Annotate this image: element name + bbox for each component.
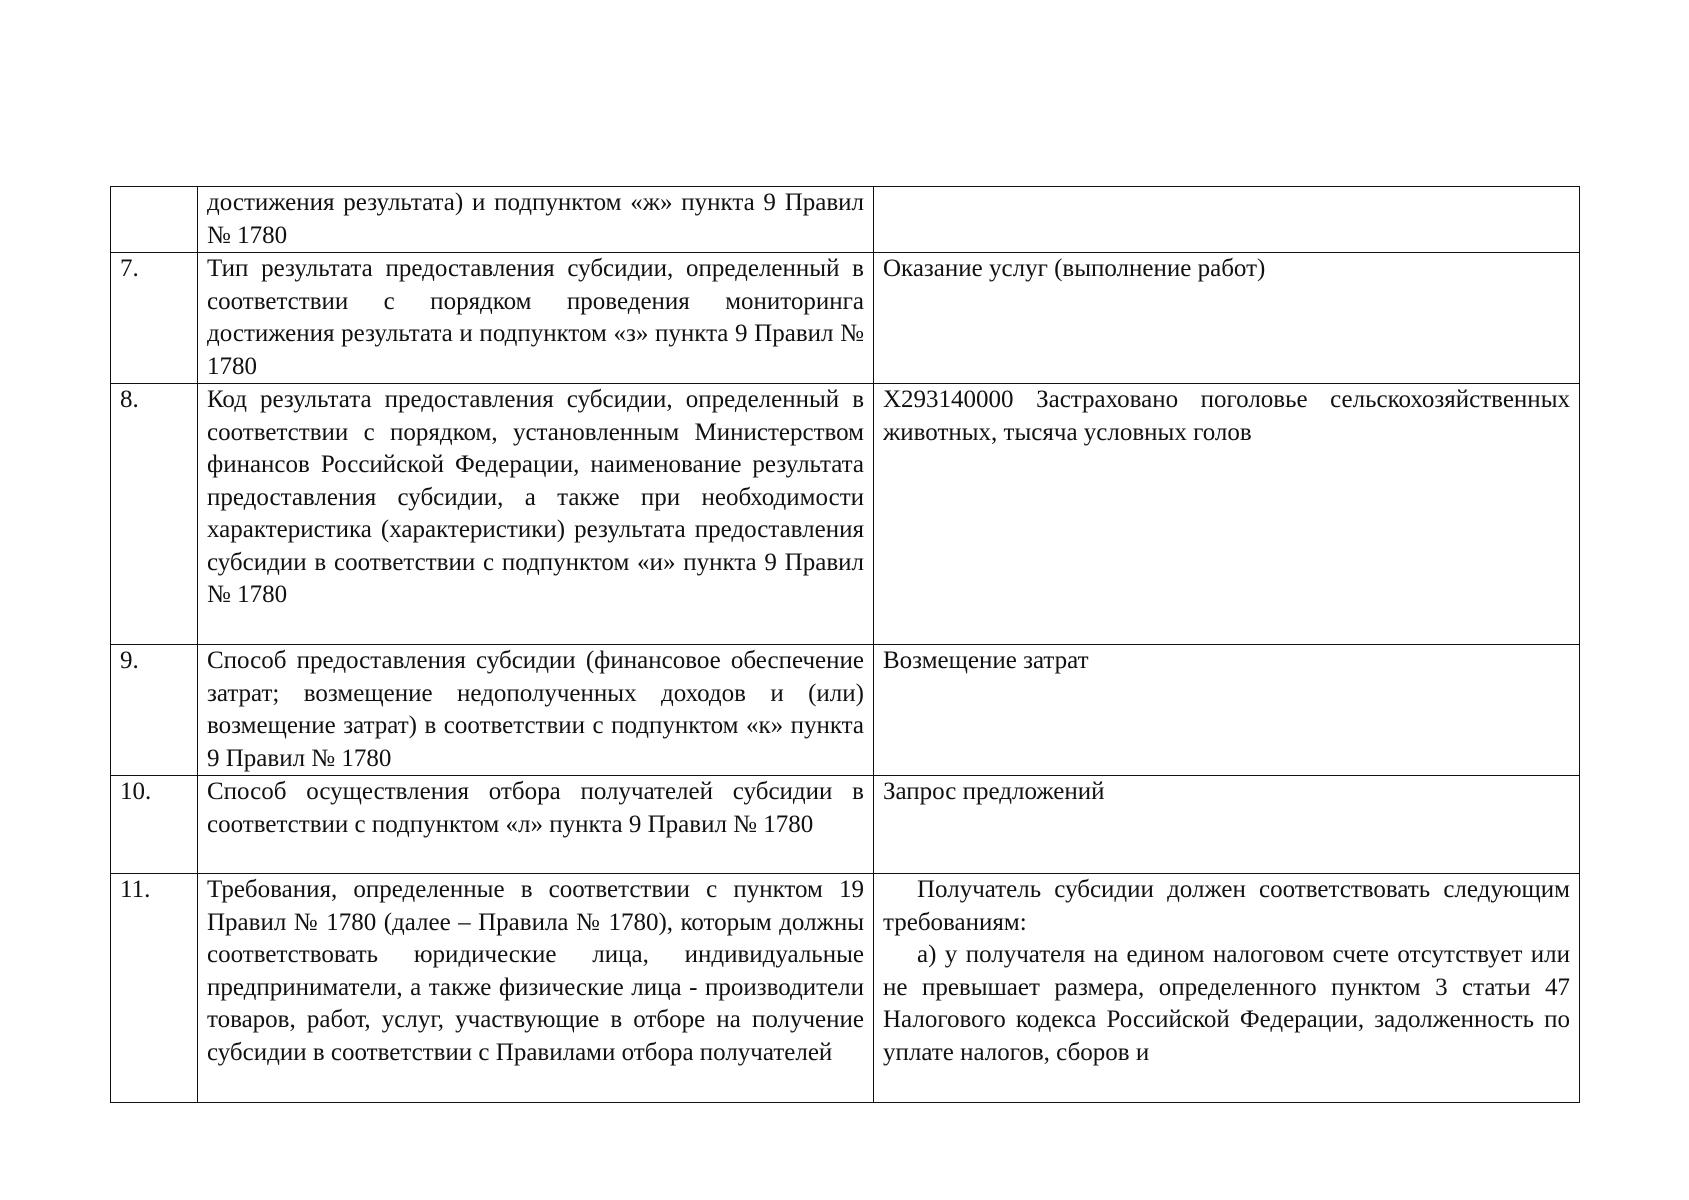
row-number: 11. — [111, 874, 198, 1103]
value-paragraph: Получатель субсидии должен соответствовать следующим требованиям: — [883, 876, 1570, 936]
row-number: 8. — [111, 384, 198, 645]
subsidy-parameters-table — [110, 186, 1580, 1103]
table-row — [111, 874, 1580, 1103]
table-row — [111, 253, 1580, 384]
row-value: Оказание услуг (выполнение работ) — [874, 253, 1580, 384]
row-description: Способ осуществления отбора получателей субсидии в соответствии с подпунктом «л» пункта 9 Правил № 1780 — [198, 776, 874, 874]
row-value: Запрос предложений — [874, 776, 1580, 874]
row-number: 7. — [111, 253, 198, 384]
row-description: Требования, определенные в соответствии с пунктом 19 Правил № 1780 (далее – Правила № 1780), которым должны соответствовать юридические лица, индивидуальные предприниматели, а также физические лица - производители товаров, работ, услуг, участвующие в отборе на получение субсидии в соответствии с Правилами отбора получателей — [198, 874, 874, 1103]
row-description: Тип результата предоставления субсидии, определенный в соответствии с порядком проведения мониторинга достижения результата и подпунктом «з» пункта 9 Правил № 1780 — [198, 253, 874, 384]
table-row — [111, 384, 1580, 645]
value-paragraph: а) у получателя на едином налоговом счете отсутствует или не превышает размера, определенного пунктом 3 статьи 47 Налогового кодекса Российской Федерации, задолженность по уплате налогов, сборов и — [883, 941, 1570, 1066]
row-number — [111, 187, 198, 253]
row-description: Код результата предоставления субсидии, определенный в соответствии с порядком, установленным Министерством финансов Российской Федерации, наименование результата предоставления субсидии, а также при необходимости характеристика (характеристики) результата предоставления субсидии в соответствии с подпунктом «и» пункта 9 Правил № 1780 — [198, 384, 874, 645]
table-row — [111, 645, 1580, 776]
row-value: X293140000 Застраховано поголовье сельскохозяйственных животных, тысяча условных голов — [874, 384, 1580, 645]
row-description: достижения результата) и подпунктом «ж» пункта 9 Правил № 1780 — [198, 187, 874, 253]
row-description: Способ предоставления субсидии (финансовое обеспечение затрат; возмещение недополученных доходов и (или) возмещение затрат) в соответствии с подпунктом «к» пункта 9 Правил № 1780 — [198, 645, 874, 776]
table-row — [111, 776, 1580, 874]
row-value — [874, 874, 1580, 1103]
row-number: 9. — [111, 645, 198, 776]
table-row — [111, 187, 1580, 253]
row-number: 10. — [111, 776, 198, 874]
row-value: Возмещение затрат — [874, 645, 1580, 776]
row-value — [874, 187, 1580, 253]
